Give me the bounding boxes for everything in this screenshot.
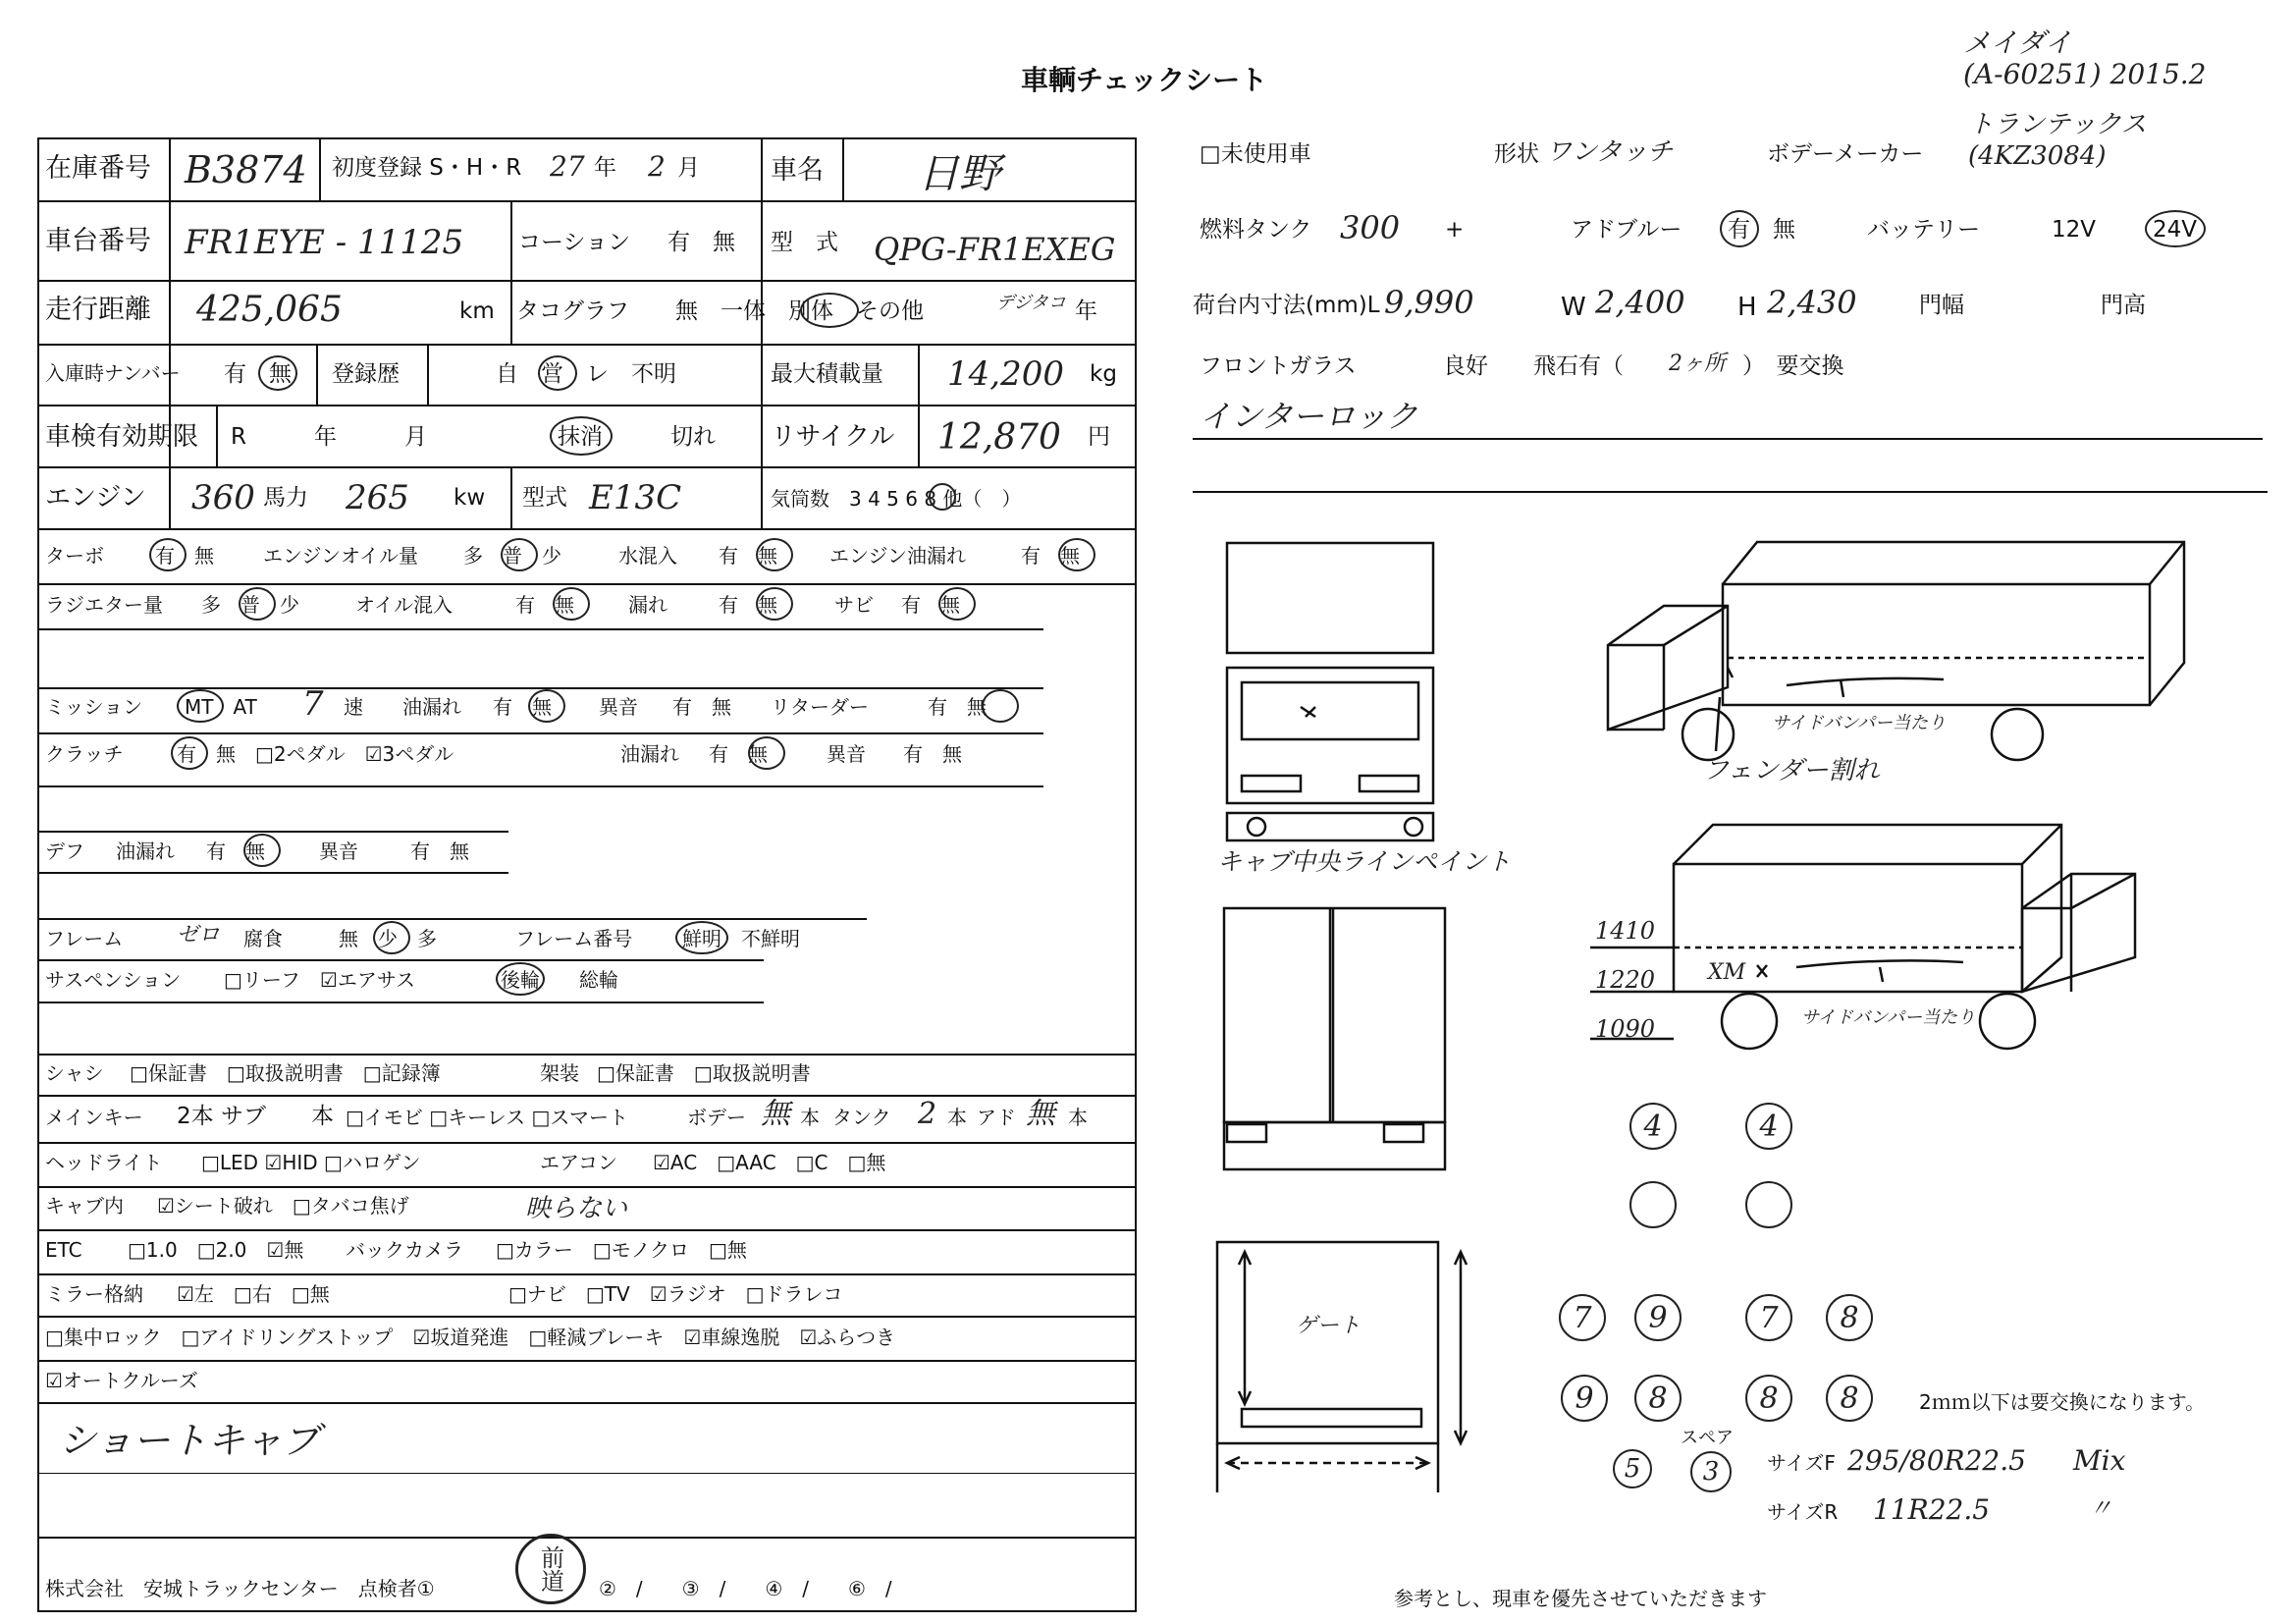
tire-depth: 4 (1643, 1109, 1663, 1144)
adblue-options: 有 無 (1728, 217, 1795, 243)
memo-text: ショートキャブ (59, 1419, 320, 1462)
cargo-height-value: 2,430 (1767, 284, 1857, 321)
kw-label: kw (454, 485, 486, 511)
chassis-docs-label: シャシ (45, 1061, 104, 1085)
inspection-options: 抹消 切れ (558, 424, 716, 450)
engine-model-label: 型式 (522, 485, 567, 511)
engine-leak-options: 有 無 (1021, 544, 1080, 568)
tachograph-label: タコグラフ (516, 298, 629, 324)
cargo-length-value: 9,990 (1384, 284, 1474, 321)
suspension-axle-options: 後輪 総輪 (501, 968, 618, 992)
registration-year-value: 27 (550, 150, 585, 183)
tire-rear2-inner-right (1745, 1375, 1792, 1422)
page-title: 車輌チェックシート (1021, 64, 1268, 96)
aircon-label: エアコン (540, 1151, 617, 1174)
registration-year-label: 年 (594, 155, 616, 181)
rust-label: サビ (834, 593, 874, 617)
water-mix-label: 水混入 (618, 544, 677, 568)
engine-oil-options: 多 普 少 (463, 544, 561, 568)
fuel-tank-value: 300 (1340, 209, 1401, 246)
turbo-label: ターボ (45, 544, 104, 568)
note-body-serial: (4KZ3084) (1968, 141, 2107, 171)
tire-rear2-inner-left (1634, 1375, 1682, 1422)
tire-depth: 8 (1840, 1380, 1859, 1416)
speed-value: 7 (302, 684, 324, 724)
tire-depth: 8 (1648, 1380, 1668, 1416)
vehicle-name-label: 車名 (771, 155, 824, 186)
shape-label: 形状 (1494, 141, 1539, 167)
mileage-value: 425,065 (196, 290, 343, 330)
frame-label: フレーム (45, 927, 124, 950)
spare-tire-1 (1613, 1449, 1652, 1489)
frame-paint-value: ゼロ (177, 923, 221, 947)
note-stock-ref: (A-60251) 2015.2 (1963, 58, 2207, 90)
entry-plate-options: 有 無 (224, 361, 292, 387)
diff-noise-label: 異音 (319, 839, 358, 863)
chassis-number-value: FR1EYE - 11125 (185, 223, 464, 262)
clutch-noise-options: 有 無 (903, 742, 962, 766)
caution-label: コーション (518, 230, 631, 255)
frame-number-options: 鮮明 不鮮明 (682, 927, 800, 950)
clutch-leak-label: 油漏れ (620, 742, 679, 766)
cargo-height-label: H (1737, 293, 1757, 322)
audio-options: □ナビ □TV ☑ラジオ □ドラレコ (508, 1282, 843, 1306)
turbo-options: 有 無 (155, 544, 214, 568)
first-registration-label: 初度登録 S・H・R (332, 155, 522, 181)
mirror-options: ☑左 □右 □無 (177, 1282, 330, 1306)
registration-month-label: 月 (677, 155, 700, 181)
inspector-stamp-name: 前道 (536, 1545, 564, 1593)
body-docs-options: □保証書 □取扱説明書 (597, 1061, 811, 1085)
etc-options: □1.0 □2.0 ☑無 (128, 1238, 304, 1262)
fender-crack-note: フェンダー割れ (1703, 756, 1880, 785)
clutch-options: 有 無 □2ペダル ☑3ペダル (177, 742, 454, 766)
tire-second-left (1629, 1181, 1677, 1228)
mileage-unit: km (459, 298, 495, 324)
registration-history-options: 自 営 レ 不明 (496, 361, 676, 387)
retarder-options: 有 無 (928, 695, 987, 719)
radiator-label: ラジエター量 (45, 593, 163, 617)
max-load-value: 14,200 (947, 354, 1064, 394)
footnote: 参考とし、現車を優先させていただきます (1394, 1587, 1767, 1610)
windshield-label: フロントガラス (1200, 353, 1357, 379)
tank-key-label: タンク (832, 1106, 891, 1129)
tire-depth: 9 (1575, 1380, 1594, 1416)
caution-options: 有 無 (667, 230, 735, 255)
leak-label: 漏れ (628, 593, 667, 617)
battery-option-24v: 24V (2153, 217, 2198, 243)
retarder-label: リターダー (771, 695, 869, 719)
cruise-option: ☑オートクルーズ (45, 1369, 198, 1392)
clutch-label: クラッチ (45, 742, 124, 766)
tire-rear1-inner-right (1745, 1294, 1792, 1341)
fuel-tank-plus: + (1445, 217, 1465, 243)
diff-leak-options: 有 無 (206, 839, 265, 863)
windshield-options: 良好 飛石有（ (1443, 353, 1624, 379)
mission-leak-label: 油漏れ (402, 695, 461, 719)
water-mix-options: 有 無 (719, 544, 777, 568)
speed-label: 速 (344, 695, 363, 719)
gate-label: ゲート (1296, 1314, 1362, 1338)
max-load-unit: kg (1090, 361, 1117, 387)
engine-leak-label: エンジン油漏れ (829, 544, 966, 568)
registration-history-label: 登録歴 (332, 361, 400, 387)
tire-front-left (1629, 1103, 1677, 1150)
recycle-unit: 円 (1088, 424, 1110, 450)
stock-number-label: 在庫番号 (45, 153, 151, 184)
chassis-number-label: 車台番号 (45, 226, 151, 256)
oil-mix-options: 有 無 (515, 593, 574, 617)
height-1090: 1090 (1595, 1015, 1656, 1043)
entry-plate-label: 入庫時ナンバー (45, 361, 181, 385)
chassis-docs-options: □保証書 □取扱説明書 □記録簿 (130, 1061, 441, 1085)
frame-corrosion-label: 腐食 (243, 927, 283, 950)
oil-mix-label: オイル混入 (355, 593, 453, 617)
tachograph-options: 無 一体 別体 その他 (675, 298, 924, 324)
cargo-width-value: 2,400 (1595, 284, 1685, 321)
back-camera-options: □カラー □モノクロ □無 (496, 1238, 747, 1262)
tire-front-right (1745, 1103, 1792, 1150)
mission-label: ミッション (45, 695, 143, 719)
main-key-options: □イモビ □キーレス □スマート (346, 1106, 629, 1129)
inspection-expiry-value: R 年 月 (231, 424, 427, 450)
main-key-value: 2本 サブ 本 (177, 1104, 334, 1129)
note-dealer: メイダイ (1963, 27, 2072, 59)
tire-depth: 7 (1573, 1300, 1592, 1335)
tire-size-rear-note: 〃 (2089, 1494, 2112, 1522)
max-load-label: 最大積載量 (771, 361, 883, 387)
recycle-value: 12,870 (937, 417, 1061, 458)
gate-width-label: 門幅 (1919, 293, 1964, 318)
leak-options: 有 無 (719, 593, 777, 617)
body-key-unit: 本 (800, 1106, 820, 1129)
tire-rear1-outer-right (1826, 1294, 1873, 1341)
ad-key-value: 無 (1026, 1097, 1055, 1131)
cargo-width-label: W (1561, 293, 1586, 322)
registration-month-value: 2 (648, 150, 666, 183)
tachograph-note: デジタコ (996, 293, 1066, 313)
engine-model-value: E13C (589, 478, 682, 517)
note-body-maker: トランテックス (1968, 110, 2147, 139)
ad-key-unit: 本 (1068, 1106, 1088, 1129)
back-camera-note: 映らない (525, 1194, 628, 1223)
inspection-expiry-label: 車検有効期限 (45, 422, 199, 452)
frame-number-label: フレーム番号 (515, 927, 633, 950)
headlight-options: □LED ☑HID □ハロゲン (201, 1151, 421, 1174)
etc-label: ETC (45, 1238, 82, 1262)
battery-option-12v: 12V (2052, 217, 2097, 243)
tire-rear2-outer-right (1826, 1375, 1873, 1422)
tire-depth: 3 (1702, 1457, 1720, 1487)
height-1220: 1220 (1595, 966, 1656, 994)
suspension-label: サスペンション (45, 968, 182, 992)
tire-size-front-note: Mix (2073, 1444, 2126, 1477)
shape-value: ワンタッチ (1546, 137, 1673, 167)
side-bumper-note-1: サイドバンパー当たり (1772, 713, 1947, 733)
battery-label: バッテリー (1867, 217, 1980, 243)
tire-depth: 5 (1624, 1454, 1641, 1484)
adblue-label: アドブルー (1571, 217, 1682, 243)
main-key-label: メインキー (45, 1106, 143, 1129)
tire-rear1-outer-left (1559, 1294, 1606, 1341)
mileage-label: 走行距離 (45, 295, 151, 325)
aircon-options: ☑AC □AAC □C □無 (653, 1151, 886, 1174)
tire-depth: 8 (1840, 1300, 1859, 1335)
tire-depth: 9 (1648, 1300, 1668, 1335)
tachograph-year-label: 年 (1075, 298, 1097, 324)
back-camera-label: バックカメラ (346, 1238, 463, 1262)
windshield-options-end: ） 要交換 (1742, 353, 1844, 379)
windshield-note: 2ヶ所 (1669, 352, 1726, 376)
safety-options: □集中ロック □アイドリングストップ ☑坂道発進 □軽減ブレーキ ☑車線逸脱 ☑ふらつき (45, 1326, 896, 1349)
headlight-label: ヘッドライト (45, 1151, 163, 1174)
unused-vehicle-option: □未使用車 (1200, 141, 1311, 167)
diff-noise-options: 有 無 (410, 839, 469, 863)
kw-value: 265 (346, 478, 409, 517)
fuel-tank-label: 燃料タンク (1200, 217, 1312, 243)
frame-corrosion-options: 無 少 多 (339, 927, 437, 950)
interlock-note: インターロック (1200, 398, 1418, 435)
engine-oil-label: エンジンオイル量 (263, 544, 418, 568)
company-inspector-label: 株式会社 安城トラックセンター 点検者① (45, 1577, 435, 1600)
tire-depth: 4 (1759, 1109, 1779, 1144)
clutch-leak-options: 有 無 (709, 742, 768, 766)
cab-interior-label: キャブ内 (45, 1194, 124, 1218)
body-key-value: 無 (761, 1097, 790, 1131)
mission-leak-options: 有 無 (493, 695, 552, 719)
height-1410: 1410 (1595, 917, 1656, 945)
body-docs-label: 架装 (540, 1061, 579, 1085)
suspension-options: □リーフ ☑エアサス (224, 968, 416, 992)
model-type-value: QPG-FR1EXEG (874, 231, 1116, 268)
mission-noise-label: 異音 (599, 695, 638, 719)
cargo-dims-label: 荷台内寸法(mm)L (1193, 293, 1380, 318)
tire-rear1-inner-left (1634, 1294, 1682, 1341)
horsepower-label: 馬力 (263, 485, 308, 511)
cab-interior-options: ☑シート破れ □タバコ焦げ (157, 1194, 409, 1218)
radiator-options: 多 普 少 (201, 593, 299, 617)
stock-number-value: B3874 (185, 148, 307, 191)
tire-replace-note: 2ｍｍ以下は要交換になります。 (1919, 1390, 2206, 1414)
body-key-label: ボデー (687, 1106, 746, 1129)
cylinder-label: 気筒数 3 4 5 6 8 他（ ） (771, 487, 1022, 511)
mission-options: MT AT (185, 695, 257, 719)
side-bumper-note-2: サイドバンパー当たり (1801, 1007, 1976, 1028)
tire-rear2-outer-left (1561, 1375, 1608, 1422)
ad-key-label: アド (977, 1106, 1016, 1129)
tire-second-right (1745, 1181, 1792, 1228)
tire-size-front-label: サイズF (1767, 1451, 1836, 1475)
model-type-label: 型 式 (771, 230, 838, 255)
tire-size-front-value: 295/80R22.5 (1847, 1444, 2026, 1477)
tank-key-unit: 本 (947, 1106, 967, 1129)
engine-label: エンジン (45, 483, 146, 513)
rust-options: 有 無 (901, 593, 960, 617)
mirror-label: ミラー格納 (45, 1282, 143, 1306)
tank-key-value: 2 (918, 1097, 937, 1131)
tire-depth: 7 (1759, 1300, 1779, 1335)
diff-label: デフ (45, 839, 84, 863)
body-maker-label: ボデーメーカー (1767, 141, 1924, 167)
mission-noise-options: 有 無 (672, 695, 731, 719)
cross-mark-note: XM (1708, 960, 1746, 985)
clutch-noise-label: 異音 (827, 742, 866, 766)
diff-leak-label: 油漏れ (116, 839, 175, 863)
gate-height-label: 門高 (2101, 293, 2146, 318)
vehicle-name-value: 日野 (918, 149, 1001, 197)
spare-label: スペア (1681, 1428, 1734, 1448)
tire-depth: 8 (1759, 1380, 1779, 1416)
horsepower-value: 360 (191, 478, 255, 517)
tire-size-rear-value: 11R22.5 (1873, 1493, 1991, 1526)
tire-size-rear-label: サイズR (1767, 1500, 1839, 1524)
cab-paint-note: キャブ中央ラインペイント (1217, 847, 1512, 876)
inspector-slots: ② / ③ / ④ / ⑥ / (599, 1577, 892, 1600)
recycle-label: リサイクル (771, 422, 895, 452)
spare-tire-2 (1690, 1451, 1732, 1492)
